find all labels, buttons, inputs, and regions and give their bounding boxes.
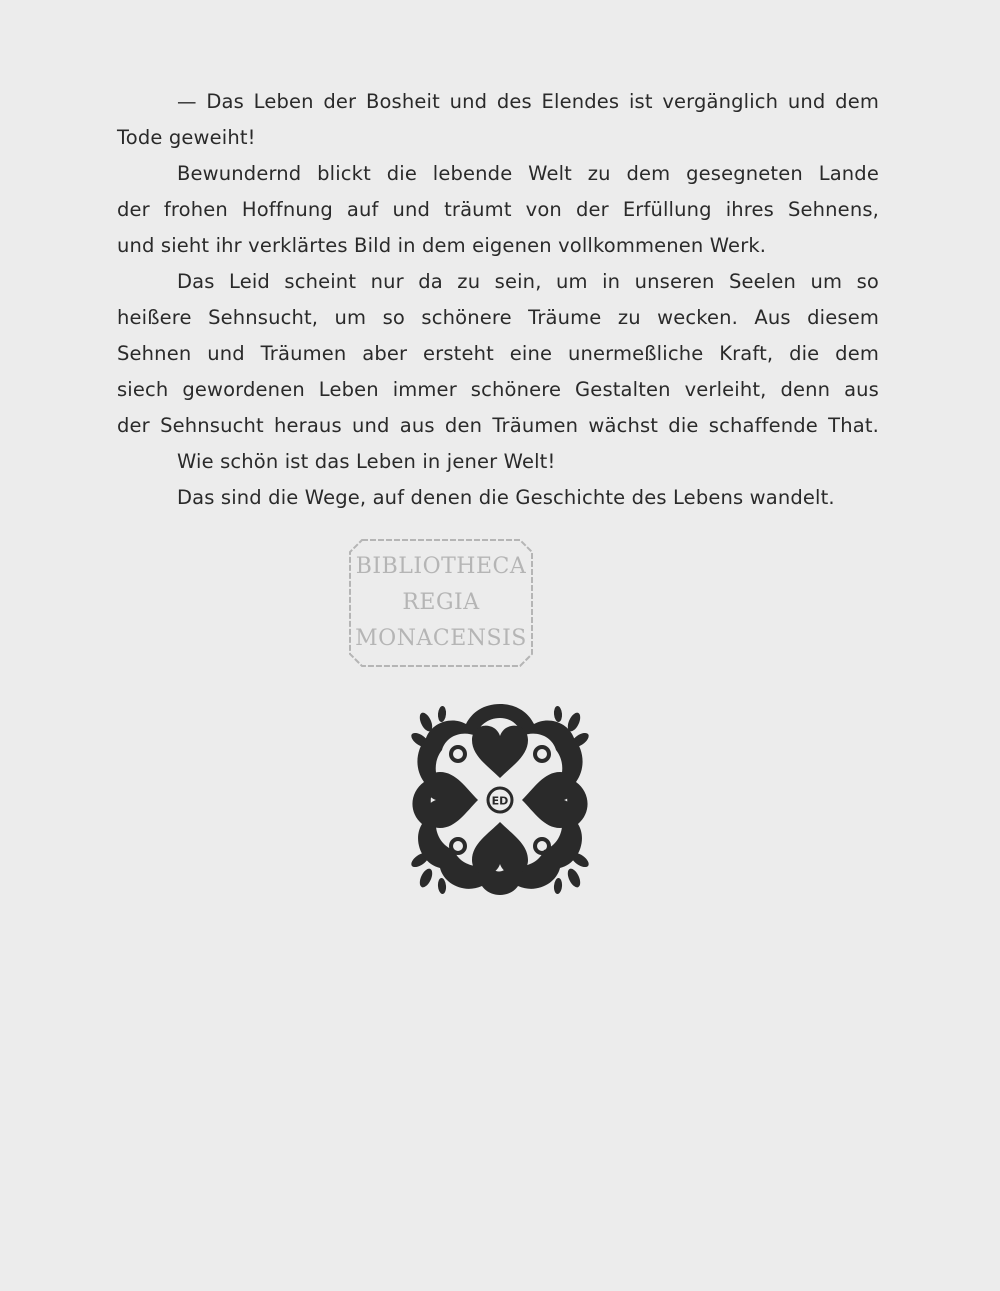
text-line: — Das Leben der Bosheit und des Elendes ist vergänglich und dem (177, 90, 879, 113)
text-line: Tode geweiht! (117, 126, 256, 149)
text-line: Das sind die Wege, auf denen die Geschichte des Lebens wandelt. (177, 486, 835, 509)
library-stamp (348, 538, 534, 668)
text-line: und sieht ihr verklärtes Bild in dem eigenen vollkommenen Werk. (117, 234, 767, 257)
text-line: Sehnen und Träumen aber ersteht eine unermeßliche Kraft, die dem (117, 342, 879, 365)
stamp-line: MONACENSIS (355, 626, 527, 651)
ornament-monogram: ED (491, 794, 509, 808)
text-line: Das Leid scheint nur da zu sein, um in unseren Seelen um so (177, 270, 879, 293)
text-line: Bewundernd blickt die lebende Welt zu dem gesegneten Lande (177, 162, 879, 185)
text-line: der frohen Hoffnung auf und träumt von der Erfüllung ihres Sehnens, (117, 198, 879, 221)
quatrefoil-heart-vignette-icon (398, 700, 602, 900)
text-line: heißere Sehnsucht, um so schönere Träume zu wecken. Aus diesem (117, 306, 879, 329)
stamp-line: BIBLIOTHECA (355, 554, 527, 579)
body-text (117, 84, 879, 516)
text-line: Wie schön ist das Leben in jener Welt! (177, 450, 556, 473)
text-line: der Sehnsucht heraus und aus den Träumen wächst die schaffende That. (117, 414, 879, 437)
stamp-line: REGIA (402, 590, 480, 615)
text-line: siech gewordenen Leben immer schönere Gestalten verleiht, denn aus (117, 378, 879, 401)
